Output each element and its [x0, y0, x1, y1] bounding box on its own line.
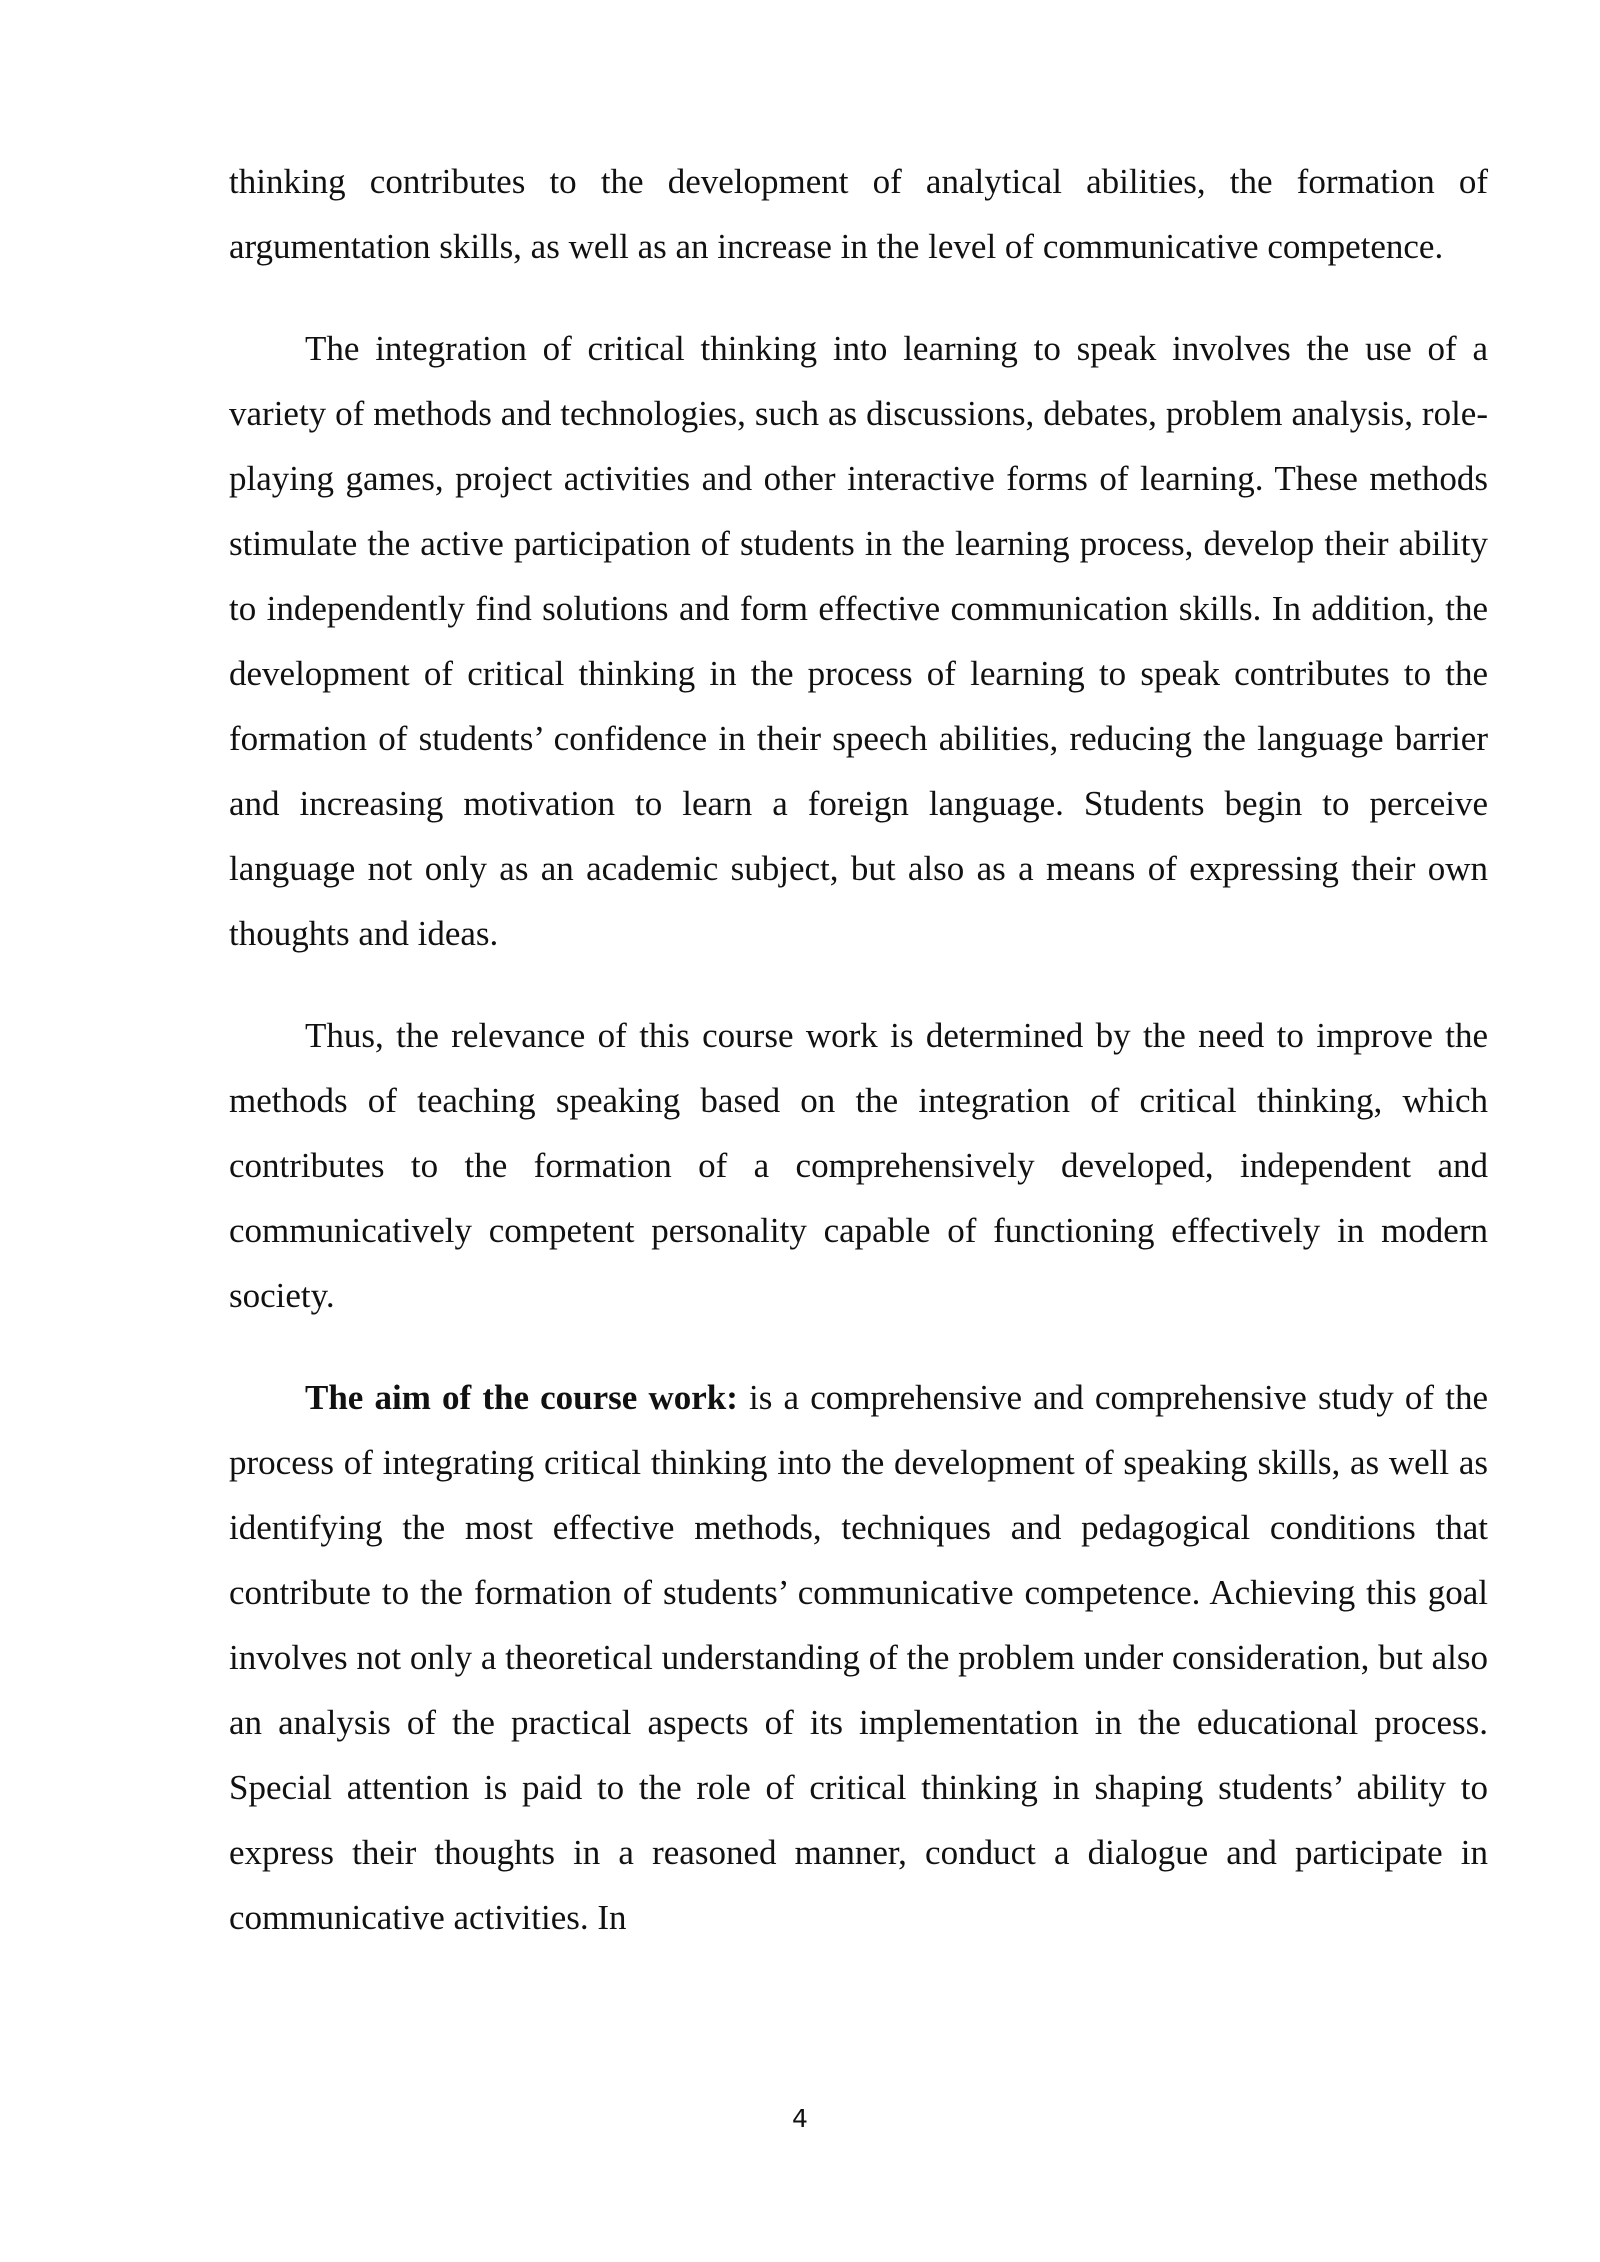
page-number: 4	[792, 2104, 808, 2133]
paragraph-aim	[229, 1365, 1488, 1950]
paragraph-text: The integration of critical thinking into learning to speak involves the use of a variety of methods and technologies, such as discussions, debates, problem analysis, role-playing games, project activities and other interactive forms of learning. These methods stimulate the active participation of students in the learning process, develop their ability to independently find solutions and form effective communication skills. In addition, the development of critical thinking in the process of learning to speak contributes to the formation of students’ confidence in their speech abilities, reducing the language barrier and increasing motivation to learn a foreign language. Students begin to perceive language not only as an academic subject, but also as a means of expressing their own thoughts and ideas.	[229, 329, 1488, 953]
paragraph-text: thinking contributes to the development of analytical abilities, the formation of argumentation skills, as well as an increase in the level of communicative competence.	[229, 162, 1488, 266]
paragraph-relevance	[229, 1003, 1488, 1328]
body-text	[229, 149, 1488, 1950]
aim-heading: The aim of the course work:	[305, 1378, 738, 1417]
paragraph-continuation	[229, 149, 1488, 279]
paragraph-text: Thus, the relevance of this course work is determined by the need to improve the methods of teaching speaking based on the integration of critical thinking, which contributes to the formation of a comprehensively developed, independent and communicatively competent personality capable of functioning effectively in modern society.	[229, 1016, 1488, 1315]
paragraph-integration	[229, 316, 1488, 966]
paragraph-text: is a comprehensive and comprehensive study of the process of integrating critical thinking into the development of speaking skills, as well as identifying the most effective methods, techniques and pedagogical conditions that contribute to the formation of students’ communicative competence. Achieving this goal involves not only a theoretical understanding of the problem under consideration, but also an analysis of the practical aspects of its implementation in the educational process. Special attention is paid to the role of critical thinking in shaping students’ ability to express their thoughts in a reasoned manner, conduct a dialogue and participate in communicative activities. In	[229, 1378, 1488, 1937]
